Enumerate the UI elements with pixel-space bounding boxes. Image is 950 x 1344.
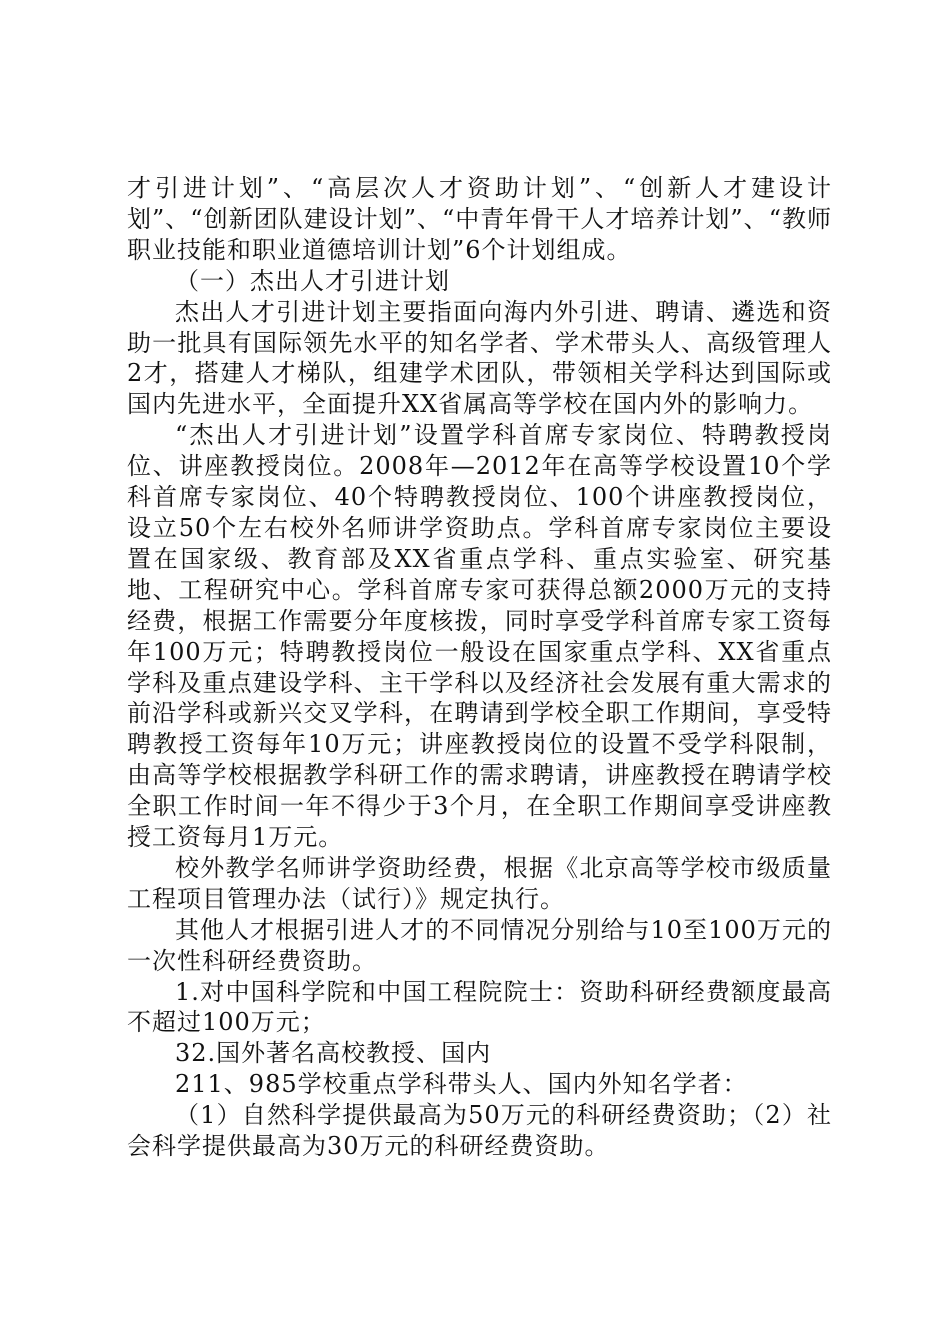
paragraph-3: 杰出人才引进计划主要指面向海内外引进、聘请、遴选和资助一批具有国际领先水平的知名学者、学术带头人、高级管理人2才，搭建人才梯队，组建学术团队，带领相关学科达到国际或国内先进水平，全面提升XX省属高等学校在国内外的影响力。 bbox=[127, 297, 832, 419]
paragraph-6: 其他人才根据引进人才的不同情况分别给与10至100万元的一次性科研经费资助。 bbox=[127, 915, 832, 975]
funding-detail: （1）自然科学提供最高为50万元的科研经费资助；（2）社会科学提供最高为30万元的科研经费资助。 bbox=[127, 1101, 832, 1161]
paragraph-1: 才引进计划”、“高层次人才资助计划”、“创新人才建设计划”、“创新团队建设计划”、“中青年骨干人才培养计划”、“教师职业技能和职业道德培训计划”6个计划组成。 bbox=[127, 174, 832, 264]
list-item-2-continued: 211、985学校重点学科带头人、国内外知名学者： bbox=[175, 1070, 748, 1099]
list-item-2: 32.国外著名高校教授、国内 bbox=[175, 1039, 492, 1068]
paragraph-4: “杰出人才引进计划”设置学科首席专家岗位、特聘教授岗位、讲座教授岗位。2008年—2012年在高等学校设置10个学科首席专家岗位、40个特聘教授岗位、100个讲座教授岗位，设立50个左右校外名师讲学资助点。学科首席专家岗位主要设置在国家级、教育部及XX省重点学科、重点实验室、研究基地、工程研究中心。学科首席专家可获得总额2000万元的支持经费，根据工作需要分年度核拨，同时享受学科首席专家工资每年100万元；特聘教授岗位一般设在国家重点学科、XX省重点学科及重点建设学科、主干学科以及经济社会发展有重大需求的前沿学科或新兴交叉学科，在聘请到学校全职工作期间，享受特聘教授工资每年10万元；讲座教授岗位的设置不受学科限制，由高等学校根据教学科研工作的需求聘请，讲座教授在聘请学校全职工作时间一年不得少于3个月，在全职工作期间享受讲座教授工资每月1万元。 bbox=[127, 421, 832, 852]
list-item-1: 1.对中国科学院和中国工程院院士：资助科研经费额度最高不超过100万元； bbox=[127, 977, 832, 1037]
document-body bbox=[127, 173, 832, 1162]
paragraph-5: 校外教学名师讲学资助经费，根据《北京高等学校市级质量工程项目管理办法（试行）》规定执行。 bbox=[127, 853, 832, 913]
section-heading: （一）杰出人才引进计划 bbox=[175, 266, 450, 295]
